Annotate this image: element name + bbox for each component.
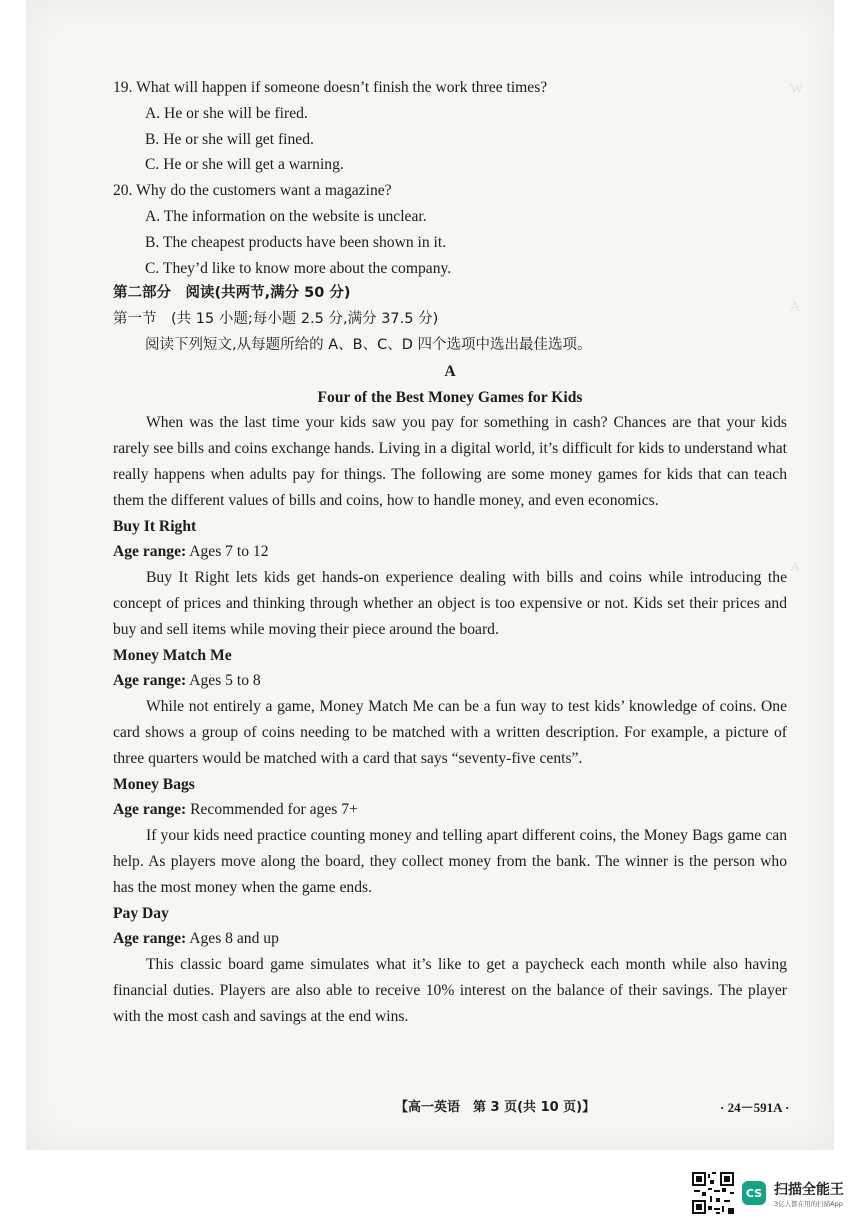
scanner-brand-name: 扫描全能王 xyxy=(774,1181,844,1198)
age-range-value: Recommended for ages 7+ xyxy=(190,801,358,819)
game-section xyxy=(113,643,787,772)
scanner-brand-tagline: 3亿人都在用的扫描App xyxy=(774,1199,843,1208)
answer-option: C. They’d like to know more about the company. xyxy=(145,259,452,277)
age-range-label: Age range: xyxy=(113,543,187,561)
game-section xyxy=(113,901,787,1030)
answer-option: A. The information on the website is unclear. xyxy=(145,207,427,225)
passage-intro: When was the last time your kids saw you pay for something in cash? Chances are that your kids rarely see bills and coins exchange hands. Living in a digital world, it’s difficult for kids to understand what really happens when adults pay for things. The following are some money games for kids that can teach them the different values of bills and coins, how to handle money, and even economics. xyxy=(113,414,787,509)
bleed-through-text: W xyxy=(790,82,804,97)
age-range-label: Age range: xyxy=(113,801,187,819)
age-range-label: Age range: xyxy=(113,672,187,690)
game-section xyxy=(113,772,787,901)
answer-option: C. He or she will get a warning. xyxy=(145,156,344,174)
answer-option: B. The cheapest products have been shown in it. xyxy=(145,233,447,251)
game-title: Money Match Me xyxy=(113,646,232,664)
section-heading: 第一节 (共 15 小题;每小题 2.5 分,满分 37.5 分) xyxy=(113,311,439,328)
answer-option: B. He or she will get fined. xyxy=(145,130,314,148)
passage-letter: A xyxy=(444,362,456,380)
game-description: While not entirely a game, Money Match Me can be a fun way to test kids’ knowledge of coins. One card shows a group of coins needing to be matched with a written description. For example, a picture of three quarters would be matched with a card that says “seventy-five cents”. xyxy=(113,698,787,767)
bleed-through-text: A xyxy=(790,560,801,575)
age-range xyxy=(113,926,787,952)
reading-instruction: 阅读下列短文,从每题所给的 A、B、C、D 四个选项中选出最佳选项。 xyxy=(145,336,592,353)
question-19 xyxy=(113,75,787,178)
age-range-value: Ages 8 and up xyxy=(189,930,279,948)
part-heading: 第二部分 阅读(共两节,满分 50 分) xyxy=(113,285,351,302)
qr-code-icon xyxy=(692,1172,734,1214)
answer-option: A. He or she will be fired. xyxy=(145,104,308,122)
game-title: Pay Day xyxy=(113,904,169,922)
question-stem: 19. What will happen if someone doesn’t finish the work three times? xyxy=(113,79,548,96)
scanner-brand xyxy=(774,1179,844,1208)
age-range-label: Age range: xyxy=(113,930,187,948)
bleed-through-text: A xyxy=(790,300,801,315)
question-20 xyxy=(113,178,787,281)
question-stem: 20. Why do the customers want a magazine? xyxy=(113,182,392,200)
game-section xyxy=(113,514,787,643)
age-range xyxy=(113,539,787,565)
age-range-value: Ages 5 to 8 xyxy=(189,672,261,690)
scanner-watermark xyxy=(692,1168,852,1218)
page-footer: 【高一英语 第 3 页(共 10 页)】 xyxy=(395,1100,596,1115)
passage-title: Four of the Best Money Games for Kids xyxy=(317,388,583,406)
game-description: This classic board game simulates what it’s like to get a paycheck each month while also having financial duties. Players are also able to receive 10% interest on the balance of their savings. The player with the most cash and savings at the end wins. xyxy=(113,956,787,1025)
game-title: Money Bags xyxy=(113,775,195,793)
page-content xyxy=(113,75,787,1029)
camscanner-logo-icon: CS xyxy=(742,1181,766,1205)
age-range xyxy=(113,668,787,694)
game-description: Buy It Right lets kids get hands-on experience dealing with bills and coins while introducing the concept of prices and thinking through whether an object is too expensive or not. Kids set their prices and buy and sell items while moving their piece around the board. xyxy=(113,569,787,638)
age-range-value: Ages 7 to 12 xyxy=(189,543,269,561)
age-range xyxy=(113,797,787,823)
exam-code: · 24－591A · xyxy=(720,1100,790,1115)
game-title: Buy It Right xyxy=(113,517,197,535)
game-description: If your kids need practice counting money and telling apart different coins, the Money Bags game can help. As players move along the board, they collect money from the bank. The winner is the person who has the most money when the game ends. xyxy=(113,827,787,896)
